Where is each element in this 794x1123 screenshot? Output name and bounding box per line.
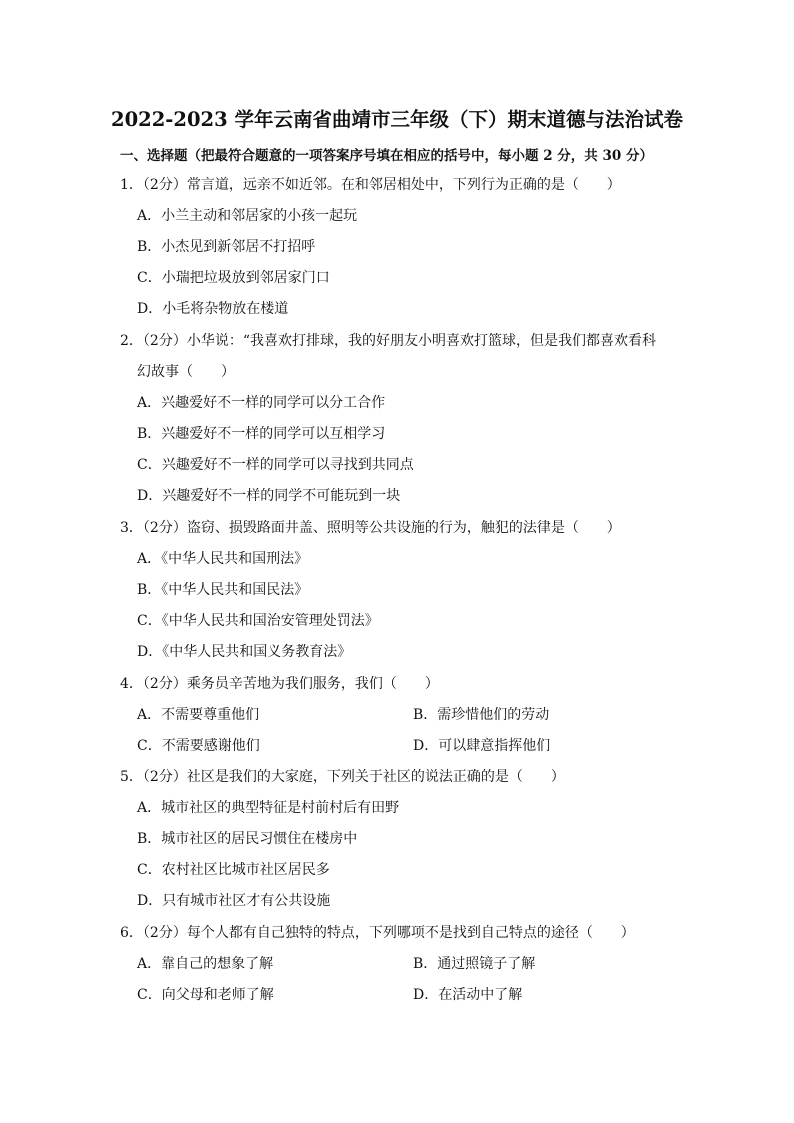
question-stem: 1．（2分）常言道，远亲不如近邻。在和邻居相处中，下列行为正确的是（ ） [120, 177, 621, 193]
question-stem-continued: 幻故事（ ） [137, 364, 235, 380]
option-b: B．需珍惜他们的劳动 [413, 707, 550, 723]
option-b: B．城市社区的居民习惯住在楼房中 [137, 831, 358, 847]
option-d: D．只有城市社区才有公共设施 [137, 893, 331, 909]
option-a: A．《中华人民共和国刑法》 [137, 551, 309, 567]
section-heading: 一、选择题（把最符合题意的一项答案序号填在相应的括号中，每小题 2 分，共 30 分） [120, 148, 653, 164]
option-c: C．不需要感谢他们 [137, 738, 260, 754]
option-c: C．小瑞把垃圾放到邻居家门口 [137, 270, 330, 286]
option-a: A．城市社区的典型特征是村前村后有田野 [137, 800, 400, 816]
option-c: C．兴趣爱好不一样的同学可以寻找到共同点 [137, 457, 414, 473]
question-stem: 4．（2分）乘务员辛苦地为我们服务，我们（ ） [120, 676, 439, 692]
option-b: B．兴趣爱好不一样的同学可以互相学习 [137, 426, 386, 442]
option-a: A．不需要尊重他们 [137, 707, 260, 723]
option-a: A．小兰主动和邻居家的小孩一起玩 [137, 208, 358, 224]
option-c: C．《中华人民共和国治安管理处罚法》 [137, 613, 379, 629]
option-d: D．兴趣爱好不一样的同学不可能玩到一块 [137, 488, 401, 504]
option-c: C．向父母和老师了解 [137, 987, 274, 1003]
option-d: D．小毛将杂物放在楼道 [137, 301, 289, 317]
page-title: 2022-2023 学年云南省曲靖市三年级（下）期末道德与法治试卷 [111, 108, 683, 131]
option-d: D．可以肆意指挥他们 [413, 738, 551, 754]
question-stem: 2．（2分）小华说：“我喜欢打排球，我的好朋友小明喜欢打篮球，但是我们都喜欢看科 [120, 333, 656, 349]
option-b: B．《中华人民共和国民法》 [137, 582, 309, 598]
question-stem: 6．（2分）每个人都有自己独特的特点，下列哪项不是找到自己特点的途径（ ） [120, 925, 635, 941]
option-b: B．小杰见到新邻居不打招呼 [137, 239, 316, 255]
question-stem: 5．（2分）社区是我们的大家庭，下列关于社区的说法正确的是（ ） [120, 769, 565, 785]
option-d: D．在活动中了解 [413, 987, 523, 1003]
question-stem: 3．（2分）盗窃、损毁路面井盖、照明等公共设施的行为，触犯的法律是（ ） [120, 520, 621, 536]
option-d: D．《中华人民共和国义务教育法》 [137, 644, 352, 660]
option-a: A．靠自己的想象了解 [137, 956, 274, 972]
option-c: C．农村社区比城市社区居民多 [137, 862, 330, 878]
option-a: A．兴趣爱好不一样的同学可以分工合作 [137, 395, 386, 411]
option-b: B．通过照镜子了解 [413, 956, 536, 972]
